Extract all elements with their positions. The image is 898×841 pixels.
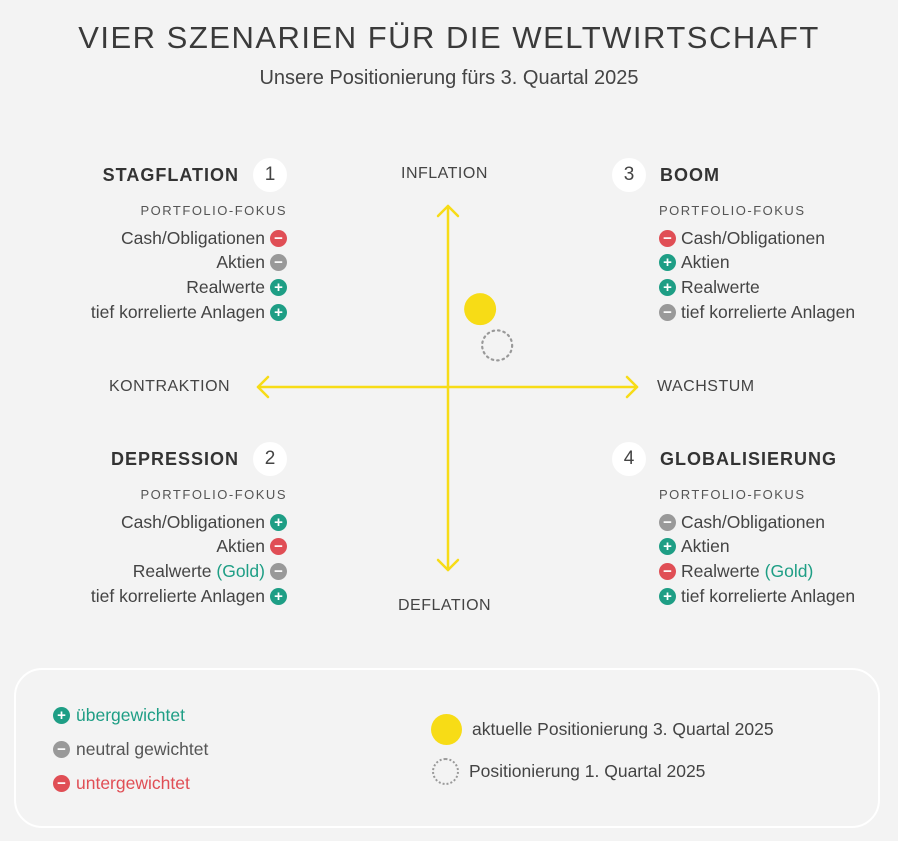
- asset-label: Realwerte: [681, 276, 760, 297]
- asset-text: [681, 512, 825, 533]
- quadrant-title: BOOM: [660, 164, 720, 185]
- axis-label-kontraktion: KONTRAKTION: [109, 378, 231, 395]
- asset-list: [659, 226, 855, 324]
- quadrant-number-badge: 3: [612, 158, 646, 192]
- asset-label: Realwerte: [186, 276, 265, 297]
- asset-item: [659, 300, 855, 325]
- legend-underweight: [53, 773, 190, 794]
- asset-note: (Gold): [216, 560, 265, 581]
- asset-item: [91, 300, 287, 325]
- neutral-icon: −: [270, 563, 287, 580]
- minus-icon: −: [270, 230, 287, 247]
- quadrant-title: DEPRESSION: [110, 448, 239, 469]
- plus-icon: +: [270, 279, 287, 296]
- asset-text: [216, 536, 265, 557]
- asset-text: [216, 252, 265, 273]
- asset-text: [681, 228, 825, 249]
- asset-item: [659, 510, 855, 535]
- quadrant-number-badge: 2: [253, 442, 287, 476]
- asset-label: tief korrelierte Anlagen: [90, 585, 265, 606]
- quadrant-number-badge: 1: [253, 158, 287, 192]
- neutral-icon: −: [659, 514, 676, 531]
- asset-list: [91, 226, 287, 324]
- legend-neutral-label: neutral gewichtet: [76, 739, 209, 759]
- asset-note: (Gold): [764, 560, 814, 581]
- asset-label: Cash/Obligationen: [681, 227, 825, 248]
- quadrant-depression: [91, 441, 287, 608]
- asset-text: [133, 561, 265, 582]
- legend-current-label: aktuelle Positionierung 3. Quartal 2025: [472, 719, 774, 739]
- asset-label: Aktien: [681, 536, 730, 557]
- dotted-circle-icon: [432, 758, 459, 785]
- asset-text: [681, 252, 730, 273]
- legend-current-position: [431, 714, 774, 745]
- asset-label: Cash/Obligationen: [121, 511, 265, 532]
- legend-underweight-label: untergewichtet: [76, 773, 190, 793]
- quadrant-stagflation: [91, 157, 287, 324]
- asset-text: [121, 228, 265, 249]
- asset-item: [91, 584, 287, 609]
- portfolio-focus-label: PORTFOLIO-FOKUS: [659, 203, 806, 218]
- asset-item: [91, 559, 287, 584]
- asset-item: [91, 535, 287, 560]
- axis-label-deflation: DEFLATION: [398, 597, 492, 614]
- asset-list: [659, 510, 855, 608]
- plus-icon: +: [53, 707, 70, 724]
- asset-item: [659, 226, 855, 251]
- asset-item: [659, 535, 855, 560]
- current-position-marker: [464, 293, 496, 325]
- minus-icon: −: [659, 563, 676, 580]
- asset-text: [681, 561, 813, 582]
- asset-item: [659, 275, 855, 300]
- page-subtitle: Unsere Positionierung fürs 3. Quartal 2025: [259, 67, 639, 89]
- quadrant-title: STAGFLATION: [102, 164, 239, 185]
- asset-text: [681, 586, 855, 607]
- minus-icon: −: [659, 230, 676, 247]
- asset-item: [659, 584, 855, 609]
- asset-list: [91, 510, 287, 608]
- yellow-dot-icon: [431, 714, 462, 745]
- asset-label: tief korrelierte Anlagen: [681, 585, 856, 606]
- asset-label: tief korrelierte Anlagen: [681, 301, 856, 322]
- page-title: VIER SZENARIEN FÜR DIE WELTWIRTSCHAFT: [78, 20, 820, 55]
- minus-icon: −: [270, 538, 287, 555]
- asset-text: [91, 302, 265, 323]
- legend-overweight: [53, 705, 185, 726]
- asset-label: Realwerte: [681, 560, 765, 581]
- quadrant-globalisierung: [612, 441, 855, 608]
- plus-icon: +: [270, 514, 287, 531]
- plus-icon: +: [659, 279, 676, 296]
- asset-item: [659, 559, 855, 584]
- asset-text: [681, 536, 730, 557]
- asset-text: [121, 512, 265, 533]
- neutral-icon: −: [659, 304, 676, 321]
- minus-icon: −: [53, 775, 70, 792]
- asset-item: [91, 275, 287, 300]
- asset-label: Aktien: [216, 536, 265, 557]
- portfolio-focus-label: PORTFOLIO-FOKUS: [140, 203, 287, 218]
- legend-overweight-label: übergewichtet: [76, 705, 185, 725]
- asset-item: [659, 251, 855, 276]
- asset-text: [91, 586, 265, 607]
- asset-label: Cash/Obligationen: [121, 227, 265, 248]
- asset-label: Realwerte: [132, 560, 217, 581]
- plus-icon: +: [659, 538, 676, 555]
- quadrant-boom: [612, 157, 855, 324]
- plus-icon: +: [659, 254, 676, 271]
- legend-neutral: [53, 739, 208, 760]
- asset-text: [681, 302, 855, 323]
- asset-item: [91, 251, 287, 276]
- asset-label: Cash/Obligationen: [681, 511, 825, 532]
- asset-text: [186, 277, 265, 298]
- portfolio-focus-label: PORTFOLIO-FOKUS: [140, 487, 287, 502]
- previous-position-marker: [482, 330, 512, 360]
- legend-previous-position: [432, 758, 705, 785]
- legend-previous-label: Positionierung 1. Quartal 2025: [469, 761, 706, 781]
- neutral-icon: −: [270, 254, 287, 271]
- asset-label: tief korrelierte Anlagen: [90, 301, 265, 322]
- portfolio-focus-label: PORTFOLIO-FOKUS: [659, 487, 806, 502]
- quadrant-number-badge: 4: [612, 442, 646, 476]
- plus-icon: +: [270, 588, 287, 605]
- asset-item: [91, 226, 287, 251]
- neutral-icon: −: [53, 741, 70, 758]
- asset-item: [91, 510, 287, 535]
- axis-label-wachstum: WACHSTUM: [657, 378, 755, 395]
- asset-label: Aktien: [216, 252, 265, 273]
- asset-label: Aktien: [681, 252, 730, 273]
- plus-icon: +: [270, 304, 287, 321]
- asset-text: [681, 277, 760, 298]
- plus-icon: +: [659, 588, 676, 605]
- axis-label-inflation: INFLATION: [401, 165, 488, 182]
- quadrant-title: GLOBALISIERUNG: [660, 448, 838, 469]
